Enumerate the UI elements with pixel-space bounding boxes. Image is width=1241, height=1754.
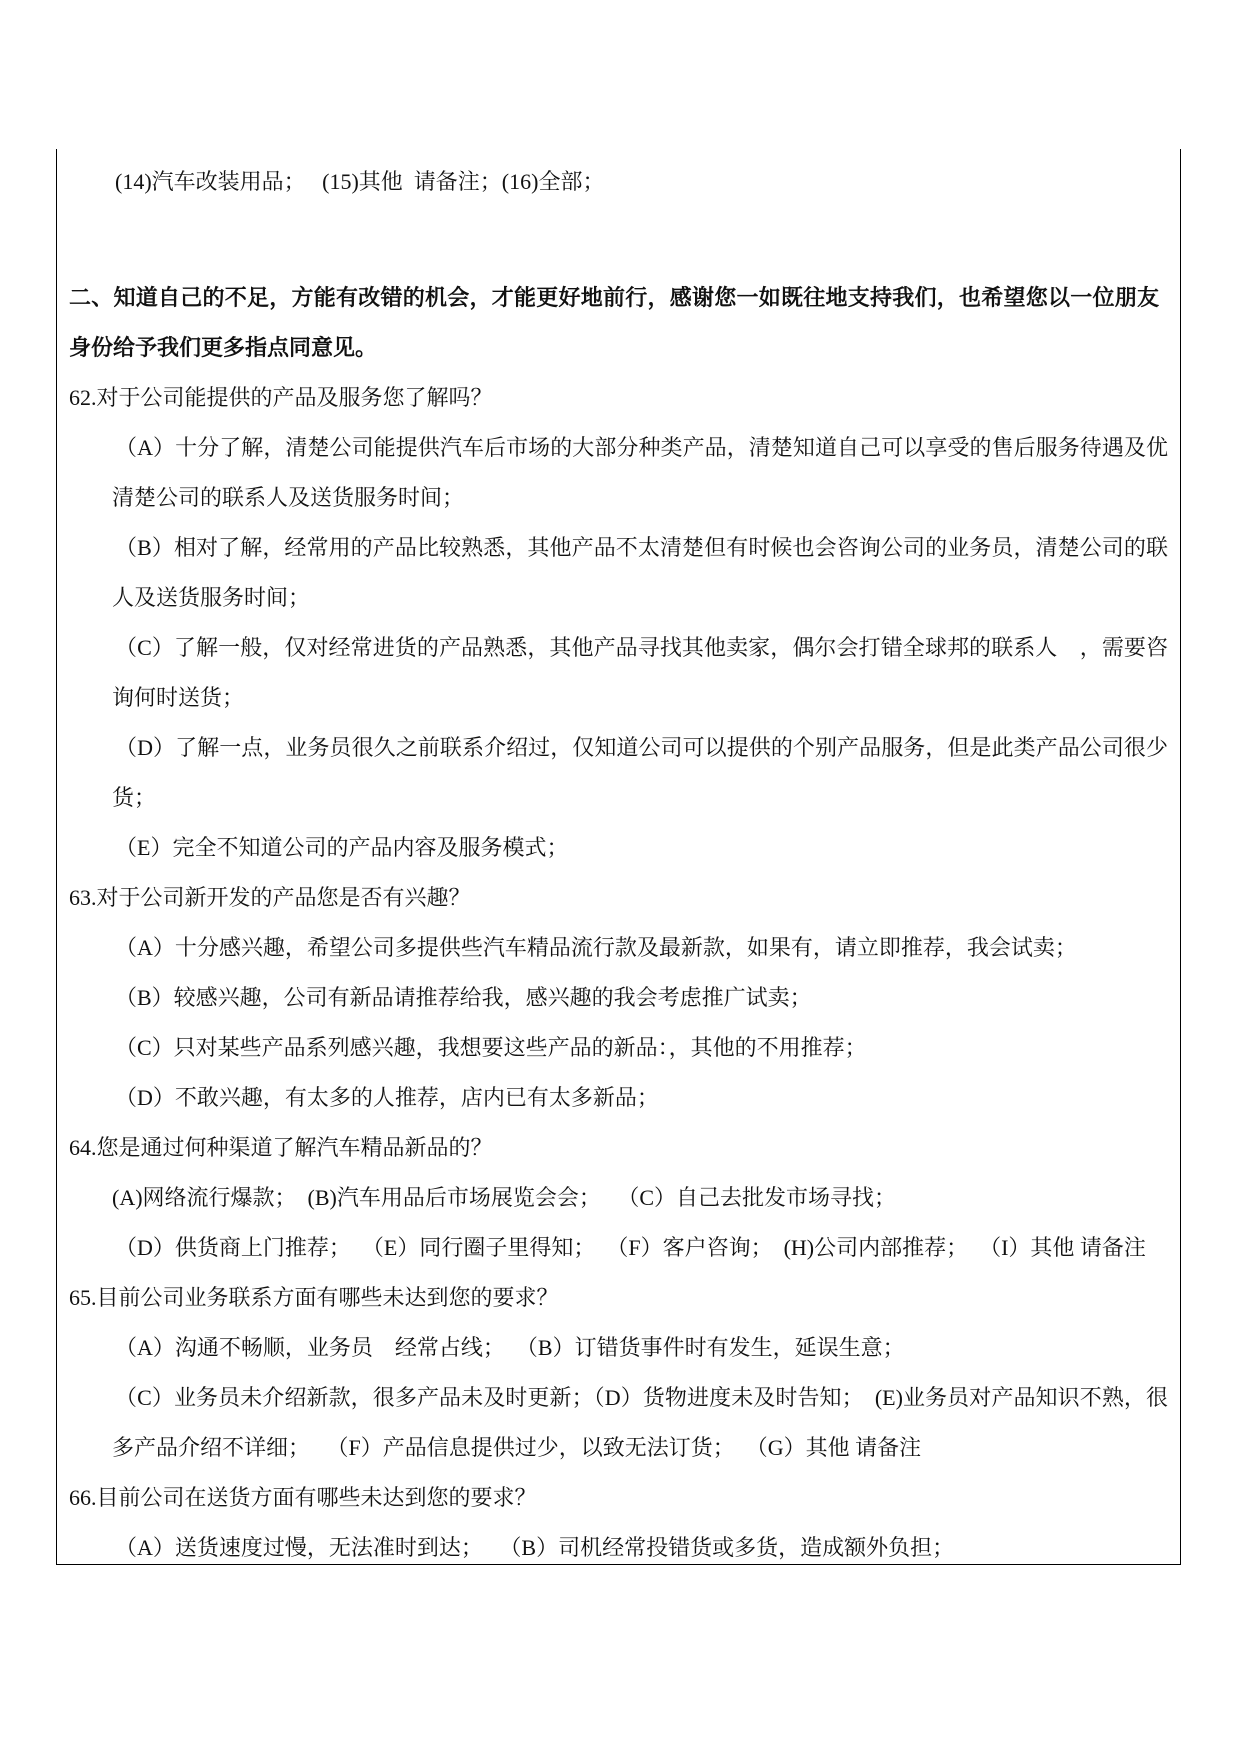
option-62-c-line-2: 询何时送货；: [112, 685, 245, 710]
option-62-e: （E）完全不知道公司的产品内容及服务模式；: [115, 835, 569, 860]
question-64-title: 64.您是通过何种渠道了解汽车精品新品的？: [69, 1135, 493, 1160]
option-63-c: （C）只对某些产品系列感兴趣，我想要这些产品的新品：，其他的不用推荐；: [115, 1035, 867, 1060]
continued-options-line: (14)汽车改装用品； (15)其他 请备注；(16)全部；: [115, 169, 605, 194]
option-62-a-line-2: 清楚公司的联系人及送货服务时间；: [112, 485, 465, 510]
question-65-title: 65.目前公司业务联系方面有哪些未达到您的要求？: [69, 1285, 559, 1310]
option-62-c-line-1: （C）了解一般，仅对经常进货的产品熟悉，其他产品寻找其他卖家，偶尔会打错全球邦的联系人 ，需要咨: [115, 635, 1168, 660]
option-62-b-line-1: （B）相对了解，经常用的产品比较熟悉，其他产品不太清楚但有时候也会咨询公司的业务员，清楚公司的联: [115, 535, 1168, 560]
section-heading-line-2: 身份给予我们更多指点同意见。: [69, 335, 378, 360]
option-62-b-line-2: 人及送货服务时间；: [112, 585, 311, 610]
question-62-title: 62.对于公司能提供的产品及服务您了解吗？: [69, 385, 493, 410]
option-62-a-line-1: （A）十分了解，清楚公司能提供汽车后市场的大部分种类产品，清楚知道自己可以享受的售后服务待遇及优: [115, 435, 1168, 460]
option-63-b: （B）较感兴趣，公司有新品请推荐给我，感兴趣的我会考虑推广试卖；: [115, 985, 812, 1010]
option-63-d: （D）不敢兴趣，有太多的人推荐，店内已有太多新品；: [115, 1085, 659, 1110]
option-63-a: （A）十分感兴趣，希望公司多提供些汽车精品流行款及最新款，如果有，请立即推荐，我会试卖；: [115, 935, 1077, 960]
section-heading-line-1: 二、知道自己的不足，方能有改错的机会，才能更好地前行，感谢您一如既往地支持我们，也希望您以一位朋友: [69, 285, 1159, 310]
options-64-line-2: （D）供货商上门推荐； （E）同行圈子里得知； （F）客户咨询； (H)公司内部推荐； （I）其他 请备注: [115, 1235, 1146, 1260]
options-66-line-1: （A）送货速度过慢，无法准时到达； （B）司机经常投错货或多货，造成额外负担；: [115, 1535, 955, 1560]
options-65-line-1: （A）沟通不畅顺，业务员 经常占线； （B）订错货事件时有发生，延误生意；: [115, 1335, 905, 1360]
question-63-title: 63.对于公司新开发的产品您是否有兴趣？: [69, 885, 471, 910]
survey-section: [0, 273, 1241, 1573]
option-62-d-line-2: 货；: [112, 785, 157, 810]
question-66-title: 66.目前公司在送货方面有哪些未达到您的要求？: [69, 1485, 537, 1510]
options-64-line-1: (A)网络流行爆款； (B)汽车用品后市场展览会会； （C）自己去批发市场寻找；: [112, 1185, 897, 1210]
option-62-d-line-1: （D）了解一点，业务员很久之前联系介绍过，仅知道公司可以提供的个别产品服务，但是此类产品公司很少: [115, 735, 1168, 760]
options-65-line-2: （C）业务员未介绍新款，很多产品未及时更新；（D）货物进度未及时告知； (E)业务员对产品知识不熟，很: [115, 1385, 1168, 1410]
options-65-line-3: 多产品介绍不详细； （F）产品信息提供过少，以致无法订货； （G）其他 请备注: [112, 1435, 922, 1460]
